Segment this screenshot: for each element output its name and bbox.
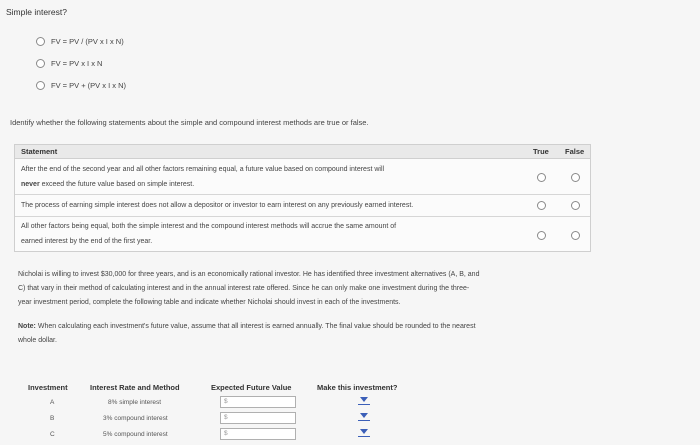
statement-row-3 [15, 217, 590, 251]
statement-3-false-radio[interactable] [571, 231, 580, 240]
select-underline [358, 436, 370, 437]
statement-2-line1: The process of earning simple interest does not allow a depositor or investor to earn interest on any previously earned interest. [21, 202, 414, 209]
statement-1-true-radio[interactable] [537, 173, 546, 182]
note-line-1 [18, 320, 598, 334]
rate-header: Interest Rate and Method [90, 383, 180, 392]
select-underline [358, 404, 370, 405]
scenario-line-3: year investment period, complete the following table and indicate whether Nicholai should invest in each of the investments. [18, 299, 401, 306]
investment-a-id: A [50, 399, 55, 406]
investment-c-id: C [50, 431, 55, 438]
option-2-label: FV = PV x I x N [51, 59, 103, 68]
investment-c-rate: 5% compound interest [103, 431, 168, 438]
statement-2-false-radio[interactable] [571, 201, 580, 210]
chevron-down-icon [360, 397, 368, 402]
chevron-down-icon [360, 413, 368, 418]
true-false-table [14, 144, 591, 252]
future-value-header: Expected Future Value [211, 383, 292, 392]
investment-b-decision-select[interactable] [357, 412, 371, 424]
statement-header: Statement [21, 147, 58, 156]
question-title: Simple interest? [6, 7, 67, 17]
note-paragraph [18, 320, 598, 348]
option-1-label: FV = PV / (PV x I x N) [51, 37, 124, 46]
statement-1-line1: After the end of the second year and all other factors remaining equal, a future value based on compound interest will [21, 166, 385, 173]
true-header: True [533, 147, 549, 156]
statement-1-emphasis: never [21, 181, 40, 188]
option-3-label: FV = PV + (PV x I x N) [51, 81, 127, 90]
note-label: Note: [18, 323, 36, 330]
statement-3-line1: All other factors being equal, both the simple interest and the compound interest methods will accrue the same amount of [21, 223, 397, 230]
instructions: Identify whether the following statements about the simple and compound interest methods are true or false. [10, 118, 369, 127]
chevron-down-icon [360, 429, 368, 434]
statement-3-true-radio[interactable] [537, 231, 546, 240]
decision-header: Make this investment? [317, 383, 398, 392]
note-text: When calculating each investment's future value, assume that all interest is earned annually. The final value should be rounded to the nearest [35, 323, 476, 330]
investment-header: Investment [28, 383, 68, 392]
investment-b-fv-input[interactable]: $ [220, 412, 296, 424]
option-3-radio[interactable] [36, 81, 45, 90]
investment-a-rate: 8% simple interest [108, 399, 162, 406]
option-2[interactable] [36, 59, 102, 68]
investment-a-fv-input[interactable]: $ [220, 396, 296, 408]
investment-c-fv-input[interactable]: $ [220, 428, 296, 440]
statement-2-true-radio[interactable] [537, 201, 546, 210]
investment-c-decision-select[interactable] [357, 428, 371, 440]
investment-b-rate: 3% compound interest [103, 415, 168, 422]
statement-3-line2: earned interest by the end of the first year. [21, 238, 153, 245]
scenario-paragraph [18, 268, 598, 310]
option-2-radio[interactable] [36, 59, 45, 68]
table-header [15, 145, 590, 159]
statement-1-line2 [21, 177, 194, 192]
note-line-2: whole dollar. [18, 337, 57, 344]
statement-1-line2-rest: exceed the future value based on simple interest. [39, 181, 195, 188]
option-3[interactable] [36, 81, 126, 90]
investment-b-id: B [50, 415, 55, 422]
option-1-radio[interactable] [36, 37, 45, 46]
scenario-line-1: Nicholai is willing to invest $30,000 for three years, and is an economically rational investor. He has identified three investment alternatives (A, B, and [18, 271, 480, 278]
statement-row-2 [15, 195, 590, 217]
option-1[interactable] [36, 37, 124, 46]
investment-a-decision-select[interactable] [357, 396, 371, 408]
select-underline [358, 420, 370, 421]
statement-1-false-radio[interactable] [571, 173, 580, 182]
scenario-line-2: C) that vary in their method of calculating interest and in the annual interest rate offered. Since he can only make one investment during the three- [18, 285, 470, 292]
false-header: False [565, 147, 585, 156]
statement-row-1 [15, 159, 590, 195]
